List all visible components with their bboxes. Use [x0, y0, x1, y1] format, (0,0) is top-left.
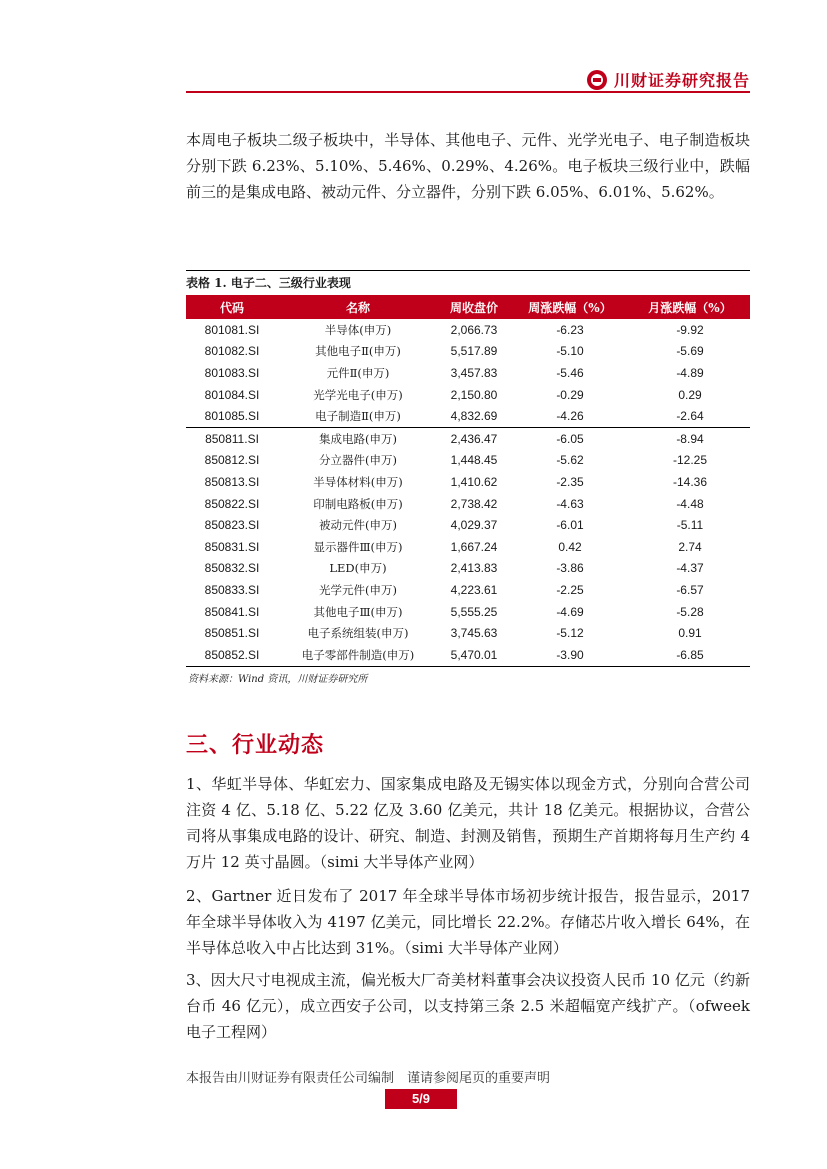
table-row [186, 427, 750, 449]
table-row [186, 405, 750, 427]
cell-code: 850833.SI [204, 582, 260, 597]
cell-name: 电子零部件制造(申万) [278, 644, 438, 666]
cell-name: LED(申万) [329, 561, 387, 576]
cell-week-change: -3.90 [510, 644, 630, 666]
cell-month-change: -5.69 [676, 344, 704, 359]
chuancai-logo-icon [587, 70, 607, 90]
cell-close: 5,470.01 [438, 644, 510, 666]
cell-name: 被动元件(申万) [319, 518, 397, 533]
cell-month-change: 2.74 [678, 539, 702, 554]
cell-name: 显示器件Ⅲ(申万) [313, 539, 403, 554]
cell-close: 1,667.24 [450, 539, 498, 554]
page-header [186, 64, 750, 94]
cell-close: 2,413.83 [450, 561, 498, 576]
cell-month-change: -5.28 [676, 604, 704, 619]
table-caption: 表格 1. 电子二、三级行业表现 [186, 270, 750, 295]
cell-close: 2,436.47 [438, 427, 510, 449]
industry-table [186, 295, 750, 667]
cell-name: 分立器件(申万) [319, 453, 397, 468]
cell-close: 5,555.25 [450, 604, 498, 619]
cell-code: 801085.SI [204, 409, 260, 424]
table-row [186, 558, 750, 580]
cell-code: 850841.SI [204, 604, 260, 619]
cell-name: 元件Ⅱ(申万) [326, 365, 390, 380]
cell-name: 光学元件(申万) [319, 582, 397, 597]
cell-code: 801084.SI [204, 387, 260, 402]
cell-code: 801083.SI [204, 365, 260, 380]
table-row [186, 471, 750, 493]
cell-week-change: -4.63 [556, 496, 584, 511]
cell-close: 3,745.63 [450, 626, 498, 641]
cell-close: 1,448.45 [450, 453, 498, 468]
cell-week-change: -2.35 [556, 474, 584, 489]
cell-name: 集成电路(申万) [278, 427, 438, 449]
cell-code: 801081.SI [204, 322, 260, 337]
cell-name: 印制电路板(申万) [313, 496, 403, 511]
cell-close: 4,029.37 [450, 518, 498, 533]
cell-month-change: -2.64 [676, 409, 704, 424]
cell-code: 850851.SI [204, 626, 260, 641]
cell-month-change: -4.89 [676, 365, 704, 380]
table-row [186, 579, 750, 601]
table-row [186, 493, 750, 515]
cell-name: 半导体材料(申万) [313, 474, 403, 489]
cell-week-change: -4.69 [556, 604, 584, 619]
cell-month-change: -12.25 [672, 453, 708, 468]
table-row [186, 644, 750, 666]
cell-week-change: -5.12 [556, 626, 584, 641]
cell-month-change: -8.94 [630, 427, 750, 449]
cell-code: 801082.SI [204, 344, 260, 359]
cell-close: 4,832.69 [450, 409, 498, 424]
cell-name: 半导体(申万) [324, 322, 392, 337]
cell-code: 850811.SI [186, 427, 278, 449]
cell-close: 5,517.89 [450, 344, 498, 359]
table-row [186, 362, 750, 384]
cell-code: 850852.SI [186, 644, 278, 666]
cell-code: 850822.SI [204, 496, 260, 511]
cell-code: 850831.SI [204, 539, 260, 554]
cell-week-change: -6.01 [556, 518, 584, 533]
col-header-month-change: 月涨跌幅（%） [630, 295, 750, 319]
cell-month-change: -5.11 [676, 518, 704, 533]
cell-week-change: -6.05 [510, 427, 630, 449]
cell-week-change: -0.29 [556, 387, 584, 402]
cell-week-change: -5.10 [556, 344, 584, 359]
cell-close: 1,410.62 [450, 474, 498, 489]
section-title: 三、行业动态 [186, 732, 325, 758]
page-number: 5/9 [385, 1089, 457, 1109]
table-row [186, 536, 750, 558]
cell-name: 电子制造Ⅱ(申万) [315, 409, 401, 424]
footer-notice: 本报告由川财证券有限责任公司编制 谨请参阅尾页的重要声明 [186, 1071, 551, 1086]
col-header-close: 周收盘价 [438, 295, 510, 319]
cell-close: 2,150.80 [450, 387, 498, 402]
cell-month-change: -6.57 [676, 582, 704, 597]
table-header-row [186, 295, 750, 319]
table-row [186, 514, 750, 536]
table-row [186, 601, 750, 623]
table-source: 资料来源：Wind 资讯，川财证券研究所 [188, 674, 368, 685]
cell-code: 850832.SI [204, 561, 260, 576]
table-row [186, 622, 750, 644]
table-row [186, 450, 750, 472]
cell-month-change: -6.85 [630, 644, 750, 666]
cell-name: 光学光电子(申万) [313, 387, 403, 402]
cell-code: 850812.SI [204, 453, 260, 468]
cell-week-change: -2.25 [556, 582, 584, 597]
cell-week-change: 0.42 [558, 539, 582, 554]
cell-month-change: 0.29 [678, 387, 702, 402]
industry-table-block [186, 270, 750, 667]
cell-week-change: -4.26 [556, 409, 584, 424]
cell-month-change: -9.92 [676, 322, 704, 337]
cell-week-change: -5.46 [556, 365, 584, 380]
cell-month-change: -4.48 [676, 496, 704, 511]
cell-week-change: -6.23 [556, 322, 584, 337]
cell-code: 850823.SI [204, 518, 260, 533]
table-row [186, 319, 750, 341]
brand [587, 68, 750, 91]
cell-close: 2,066.73 [450, 322, 498, 337]
news-item-2: 2、Gartner 近日发布了 2017 年全球半导体市场初步统计报告，报告显示，2017 年全球半导体收入为 4197 亿美元，同比增长 22.2%。存储芯片收入增长 64%，在半导体总收入中占比达到 31%。（simi 大半导体产业网） [186, 887, 750, 957]
col-header-name: 名称 [278, 295, 438, 319]
cell-close: 4,223.61 [450, 582, 498, 597]
col-header-week-change: 周涨跌幅（%） [510, 295, 630, 319]
news-item-1: 1、华虹半导体、华虹宏力、国家集成电路及无锡实体以现金方式，分别向合营公司注资 4 亿、5.18 亿、5.22 亿及 3.60 亿美元，共计 18 亿美元。根据协议，合营公司将从事集成电路的设计、研究、制造、封测及销售，预期生产首期将每月生产约 4 万片 12 英寸晶圆。（simi 大半导体产业网） [186, 775, 750, 871]
cell-name: 其他电子Ⅱ(申万) [315, 344, 401, 359]
cell-week-change: -3.86 [556, 561, 584, 576]
cell-close: 2,738.42 [450, 496, 498, 511]
news-item-3: 3、因大尺寸电视成主流，偏光板大厂奇美材料董事会决议投资人民币 10 亿元（约新台币 46 亿元），成立西安子公司，以支持第三条 2.5 米超幅宽产线扩产。（ofweek 电子工程网） [186, 971, 750, 1041]
cell-close: 3,457.83 [450, 365, 498, 380]
header-rule [186, 91, 750, 93]
cell-code: 850813.SI [204, 474, 260, 489]
cell-name: 电子系统组装(申万) [307, 626, 409, 641]
table-row [186, 384, 750, 406]
cell-week-change: -5.62 [556, 453, 584, 468]
table-row [186, 341, 750, 363]
brand-name: 川财证券研究报告 [613, 71, 750, 90]
cell-month-change: -14.36 [672, 474, 708, 489]
cell-month-change: 0.91 [678, 626, 702, 641]
cell-month-change: -4.37 [676, 561, 704, 576]
col-header-code: 代码 [186, 295, 278, 319]
intro-paragraph: 本周电子板块二级子板块中，半导体、其他电子、元件、光学光电子、电子制造板块分别下跌 6.23%、5.10%、5.46%、0.29%、4.26%。电子板块三级行业中，跌幅前三的是集成电路、被动元件、分立器件，分别下跌 6.05%、6.01%、5.62%。 [186, 131, 750, 201]
cell-name: 其他电子Ⅲ(申万) [313, 604, 403, 619]
